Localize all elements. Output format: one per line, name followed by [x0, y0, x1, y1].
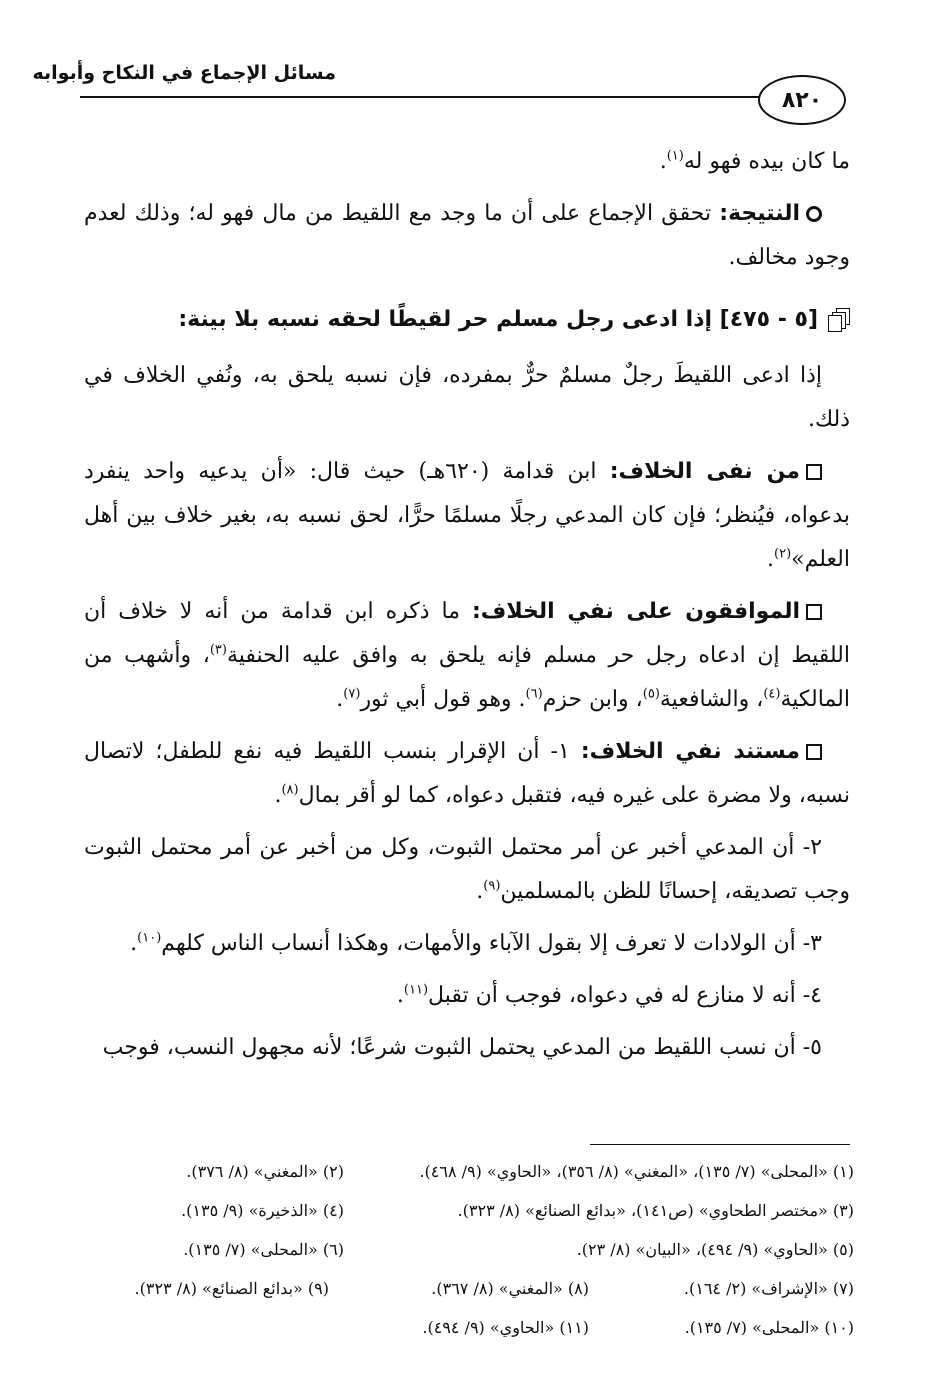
point-2: ٢- أن المدعي أخبر عن أمر محتمل الثبوت، وكل من أخبر عن أمر محتمل الثبوت وجب تصديقه، إحسانًا للظن بالمسلمين$^{(٩)}$.	[84, 835, 850, 904]
intro-paragraph	[84, 354, 850, 442]
result-paragraph	[84, 192, 850, 280]
agree-text: ما ذكره ابن قدامة من أنه لا خلاف أن اللقيط إن ادعاه رجل حر مسلم فإنه يلحق به وافق عليه الحنفية	[84, 599, 851, 668]
footnote-1: (١) «المحلى» (٧/ ١٣٥)، «المغني» (٨/ ٣٥٦)، «الحاوي» (٩/ ٤٦٨).	[419, 1162, 854, 1181]
basis-label: مستند نفي الخلاف:	[580, 739, 800, 764]
footnote-4: (٤) «الذخيرة» (٩/ ١٣٥).	[181, 1201, 344, 1220]
basis-paragraph: مستند نفي الخلاف: ١- أن الإقرار بنسب اللقيط فيه نفع للطفل؛ لاتصال نسبه، ولا مضرة على غيره فيه، فتقبل دعواه، كما لو أقر بمال$^{(٨)}$.	[84, 739, 850, 808]
main-text	[84, 140, 850, 1078]
agree-text: . وهو قول أبي ثور	[360, 687, 526, 712]
point-5	[84, 1026, 850, 1070]
footnote-2: (٢) «المغني» (٨/ ٣٧٦).	[186, 1162, 344, 1181]
basis-text: ١- أن الإقرار بنسب اللقيط فيه نفع للطفل؛ لاتصال نسبه، ولا مضرة على غيره فيه، فتقبل دعواه، كما لو أقر بمال	[84, 739, 850, 808]
intro-text: إذا ادعى اللقيطَ رجلٌ مسلمٌ حرٌّ بمفرده، فإن نسبه يلحق به، ونُفي الخلاف في ذلك.	[84, 363, 850, 432]
agree-paragraph: الموافقون على نفي الخلاف: ما ذكره ابن قدامة من أنه لا خلاف أن اللقيط إن ادعاه رجل حر مسلم فإنه يلحق به وافق عليه الحنفية$^{(٣)}$، وأشهب من المالكية$^{(٤)}$، والشافعية$^{(٥)}$، وابن حزم$^{(٦)}$. وهو قول أبي ثور$^{(٧)}$.	[84, 599, 851, 712]
footnote-5: (٥) «الحاوي» (٩/ ٤٩٤)، «البيان» (٨/ ٢٣).	[576, 1240, 854, 1259]
square-bullet-icon	[806, 604, 822, 620]
footnote-ref: (٩)	[483, 878, 501, 894]
agree-text: ، والشافعية	[659, 687, 764, 712]
point-3: ٣- أن الولادات لا تعرف إلا بقول الآباء والأمهات، وهكذا أنساب الناس كلهم$^{(١٠)}$.	[130, 930, 822, 956]
point-4: ٤- أنه لا منازع له في دعواه، فوجب أن تقبل$^{(١١)}$.	[396, 982, 822, 1008]
point-text: ٢- أن المدعي أخبر عن أمر محتمل الثبوت، وكل من أخبر عن أمر محتمل الثبوت وجب تصديقه، إحسانًا للظن بالمسلمين	[84, 835, 850, 904]
square-bullet-icon	[806, 464, 822, 480]
footnote-3: (٣) «مختصر الطحاوي» (ص١٤١)، «بدائع الصنائع» (٨/ ٣٢٣).	[457, 1201, 854, 1220]
denial-label: من نفى الخلاف:	[609, 459, 801, 484]
result-label: النتيجة:	[719, 201, 801, 226]
running-header-title: مسائل الإجماع في النكاح وأبوابه	[32, 62, 336, 84]
footnote-row	[64, 1162, 854, 1201]
footnotes	[64, 1162, 854, 1357]
footnote-10: (١٠) «المحلى» (٧/ ١٣٥).	[684, 1318, 854, 1337]
point-text: ٥- أن نسب اللقيط من المدعي يحتمل الثبوت شرعًا؛ لأنه مجهول النسب، فوجب	[102, 1035, 822, 1060]
point-text: ٣- أن الولادات لا تعرف إلا بقول الآباء والأمهات، وهكذا أنساب الناس كلهم	[161, 931, 822, 956]
footnote-ref: (٥)	[642, 686, 660, 702]
footnote-row	[64, 1201, 854, 1240]
denial-text: ابن قدامة (٦٢٠هـ) حيث قال: «أن يدعيه واحد ينفرد بدعواه، فيُنظر؛ فإن كان المدعي رجلًا مسلمًا حرًّا، لحق نسبه به، بغير خلاف بين أهل العلم»	[84, 459, 850, 572]
footnote-ref: (٨)	[281, 782, 299, 798]
footnote-11: (١١) «الحاوي» (٩/ ٤٩٤).	[422, 1318, 589, 1337]
paragraph-continuation: ما كان بيده فهو له$^{(١)}$.	[659, 148, 850, 174]
documents-icon	[828, 308, 850, 332]
footnote-separator	[590, 1144, 850, 1145]
section-heading	[84, 298, 850, 342]
footnote-ref: (١١)	[403, 982, 429, 998]
footnote-row	[64, 1240, 854, 1279]
agree-text: ، وأشهب من المالكية	[84, 643, 850, 712]
continuation-text: ما كان بيده فهو له	[683, 149, 850, 174]
result-text: تحقق الإجماع على أن ما وجد مع اللقيط من مال فهو له؛ وذلك لعدم وجود مخالف.	[84, 201, 850, 270]
footnote-ref: (١٠)	[137, 930, 162, 946]
footnote-row	[64, 1318, 854, 1357]
footnote-ref: (١)	[666, 148, 684, 164]
footnote-8: (٨) «المغني» (٨/ ٣٦٧).	[431, 1279, 589, 1298]
footnote-ref: (٢)	[774, 546, 792, 562]
agree-text: ، وابن حزم	[542, 687, 643, 712]
footnote-ref: (٧)	[343, 686, 361, 702]
denial-paragraph: من نفى الخلاف: ابن قدامة (٦٢٠هـ) حيث قال: «أن يدعيه واحد ينفرد بدعواه، فيُنظر؛ فإن كان المدعي رجلًا مسلمًا حرًّا، لحق نسبه به، بغير خلاف بين أهل العلم»$^{(٢)}$.	[84, 459, 850, 572]
footnote-ref: (٣)	[209, 642, 227, 658]
footnote-ref: (٤)	[763, 686, 781, 702]
section-heading-text: [٥ - ٤٧٥] إذا ادعى رجل مسلم حر لقيطًا لحقه نسبه بلا بينة:	[178, 307, 818, 332]
footnote-7: (٧) «الإشراف» (٢/ ١٦٤).	[683, 1279, 854, 1298]
footnote-row	[64, 1279, 854, 1318]
page-number: ٨٢٠	[758, 75, 846, 125]
footnote-ref: (٦)	[525, 686, 543, 702]
point-text: ٤- أنه لا منازع له في دعواه، فوجب أن تقبل	[428, 983, 822, 1008]
header-rule	[80, 96, 838, 98]
footnote-9: (٩) «بدائع الصنائع» (٨/ ٣٢٣).	[134, 1279, 329, 1298]
footnote-6: (٦) «المحلى» (٧/ ١٣٥).	[183, 1240, 344, 1259]
agree-label: الموافقون على نفي الخلاف:	[472, 599, 800, 624]
square-bullet-icon	[806, 744, 822, 760]
circle-bullet-icon	[806, 206, 822, 222]
